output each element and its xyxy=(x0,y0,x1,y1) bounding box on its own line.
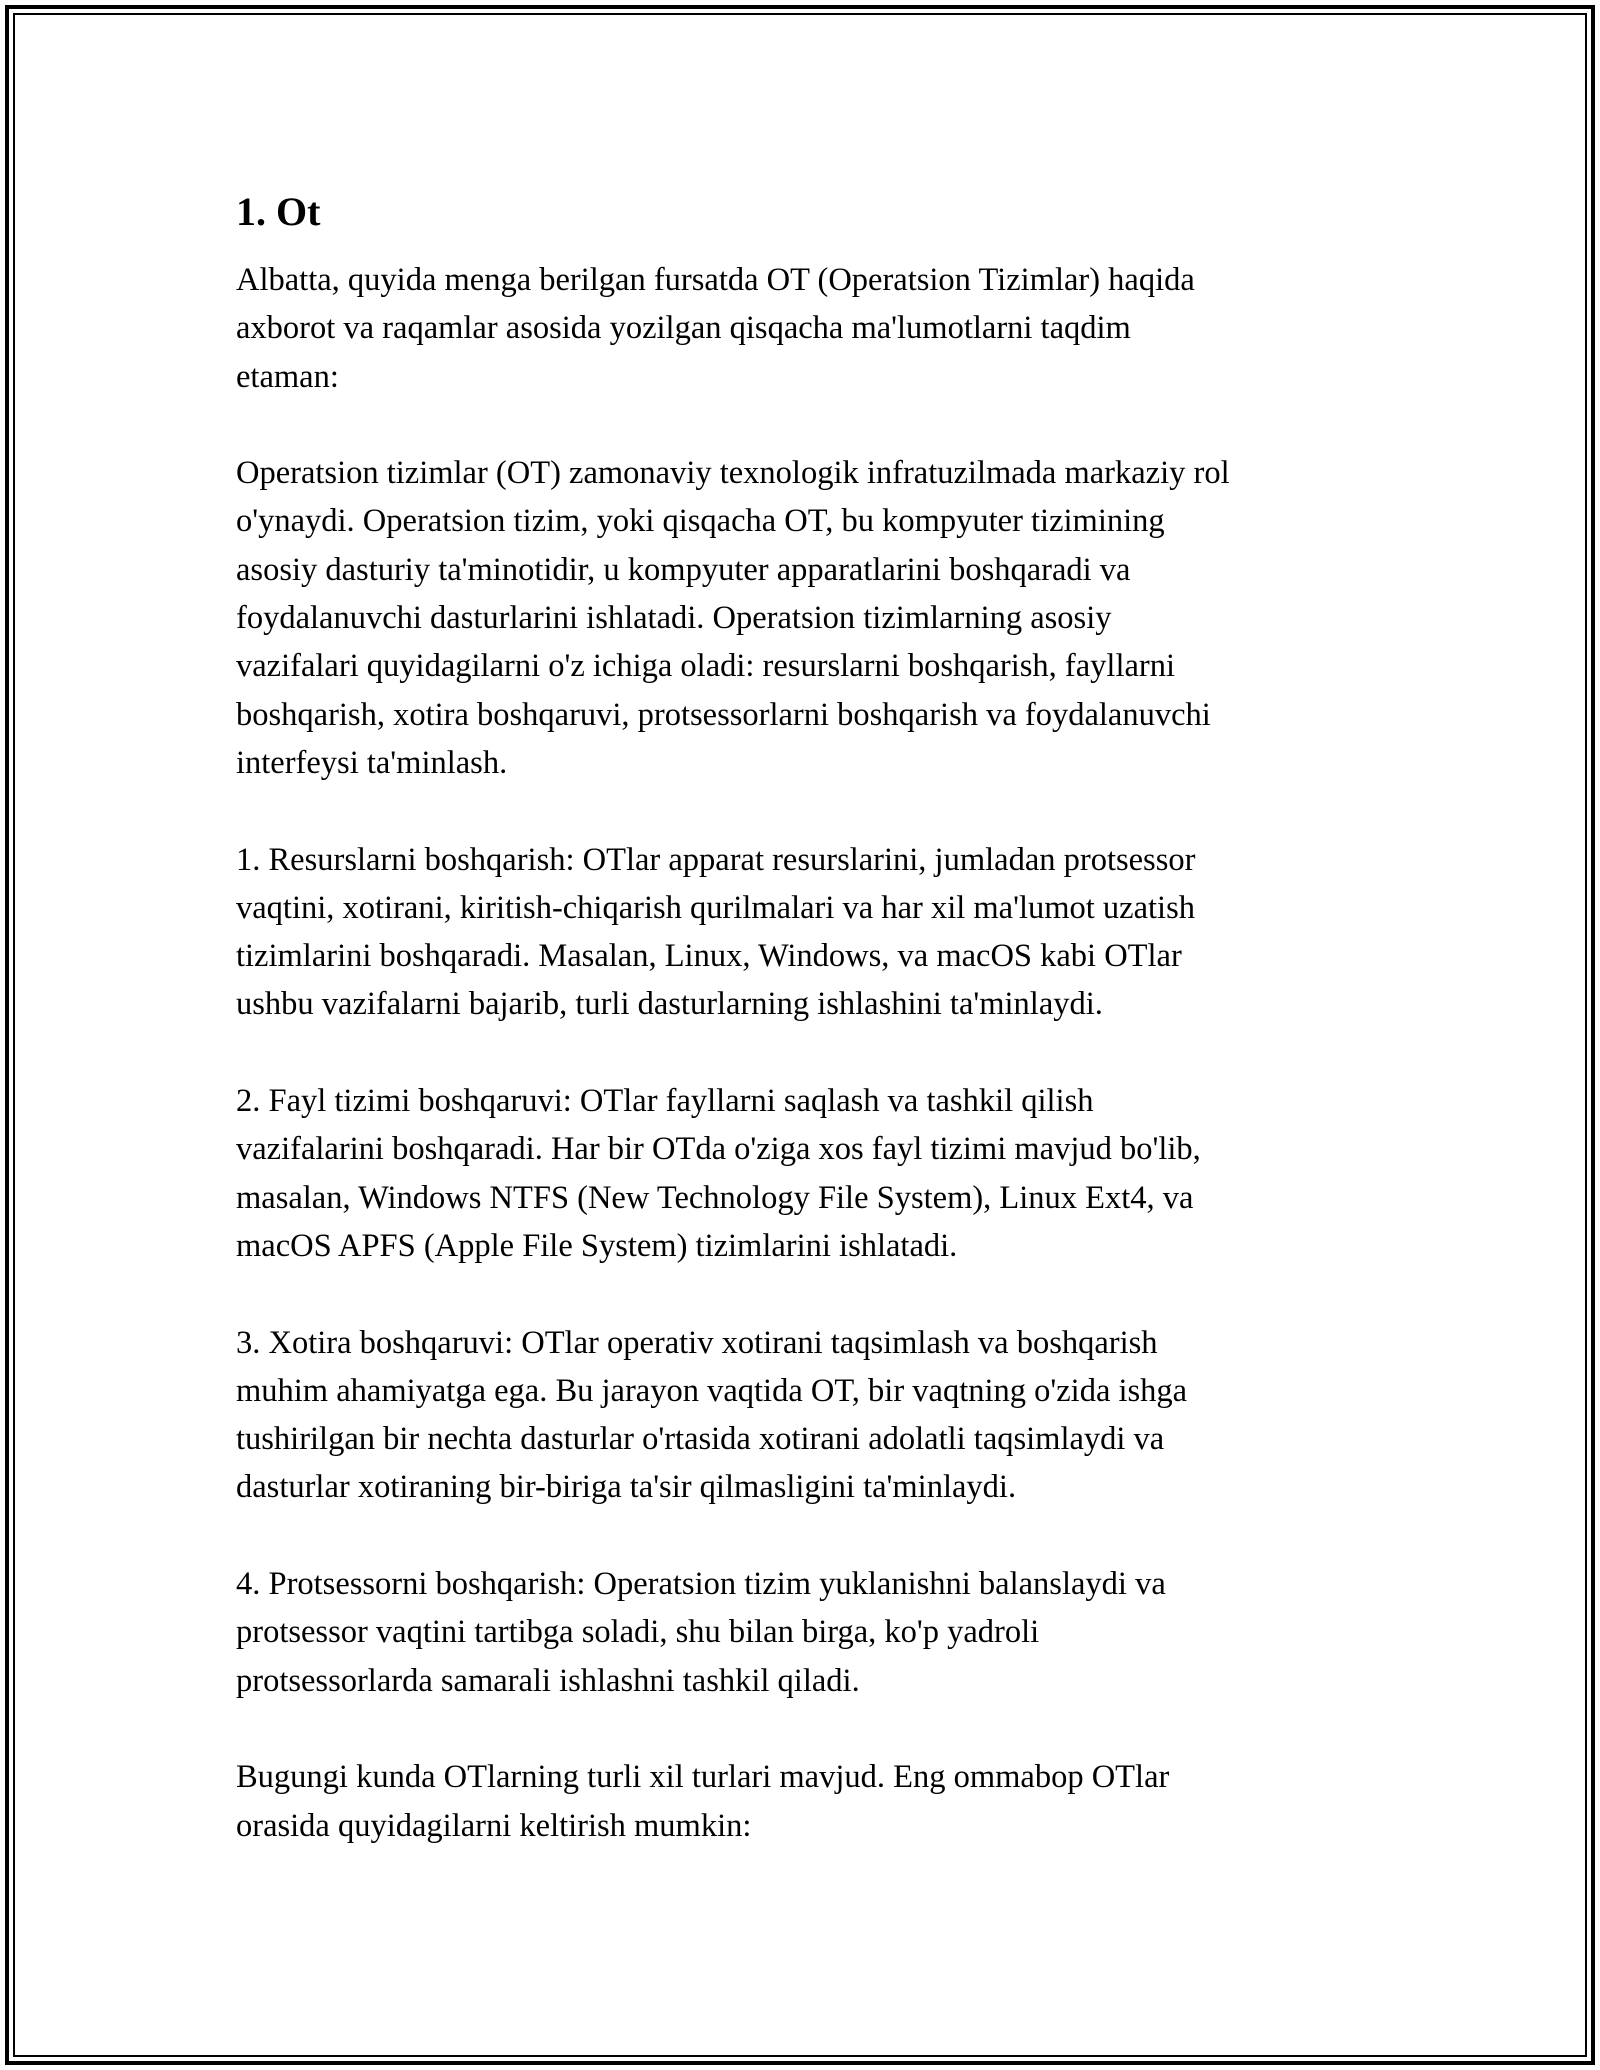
processor-management-paragraph: 4. Protsessorni boshqarish: Operatsion tizim yuklanishni balanslaydi va protsessor vaqtini tartibga soladi, shu bilan birga, ko'p yadroli protsessorlarda samarali ishlashni tashkil qiladi. xyxy=(236,1566,1166,1699)
resource-management-paragraph: 1. Resurslarni boshqarish: OTlar apparat resurslarini, jumladan protsessor vaqtini, xotirani, kiritish-chiqarish qurilmalari va har xil ma'lumot uzatish tizimlarini boshqaradi. Masalan, Linux, Windows, va macOS kabi OTlar ushbu vazifalarni bajarib, turli dasturlarning ishlashini ta'minlaydi. xyxy=(236,841,1196,1023)
file-system-paragraph: 2. Fayl tizimi boshqaruvi: OTlar fayllarni saqlash va tashkil qilish vazifalarini boshqaradi. Har bir OTda o'ziga xos fayl tizimi mavjud bo'lib, masalan, Windows NTFS (New Technology File System), Linux Ext4, va macOS APFS (Apple File System) tizimlarini ishlatadi. xyxy=(236,1083,1201,1264)
memory-management-paragraph: 3. Xotira boshqaruvi: OTlar operativ xotirani taqsimlash va boshqarish muhim ahamiyatga ega. Bu jarayon vaqtida OT, bir vaqtning o'zida ishga tushirilgan bir nechta dasturlar o'rtasida xotirani adolatli taqsimlaydi va dasturlar xotiraning bir-biriga ta'sir qilmasligini ta'minlaydi. xyxy=(236,1324,1188,1506)
document-body xyxy=(236,186,1376,1850)
closing-paragraph: Bugungi kunda OTlarning turli xil turlari mavjud. Eng ommabop OTlar orasida quyidagilarni keltirish mumkin: xyxy=(236,1759,1170,1844)
intro-paragraph: Albatta, quyida menga berilgan fursatda OT (Operatsion Tizimlar) haqida axborot va raqamlar asosida yozilgan qisqacha ma'lumotlarni taqdim etaman: xyxy=(236,262,1195,395)
section-heading: 1. Ot xyxy=(236,189,321,234)
overview-paragraph: Operatsion tizimlar (OT) zamonaviy texnologik infratuzilmada markaziy rol o'ynaydi. Operatsion tizim, yoki qisqacha OT, bu kompyuter tizimining asosiy dasturiy ta'minotidir, u kompyuter apparatlarini boshqaradi va foydalanuvchi dasturlarini ishlatadi. Operatsion tizimlarning asosiy vazifalari quyidagilarni o'z ichiga oladi: resurslarni boshqarish, fayllarni boshqarish, xotira boshqaruvi, protsessorlarni boshqarish va foydalanuvchi interfeysi ta'minlash. xyxy=(236,455,1230,781)
